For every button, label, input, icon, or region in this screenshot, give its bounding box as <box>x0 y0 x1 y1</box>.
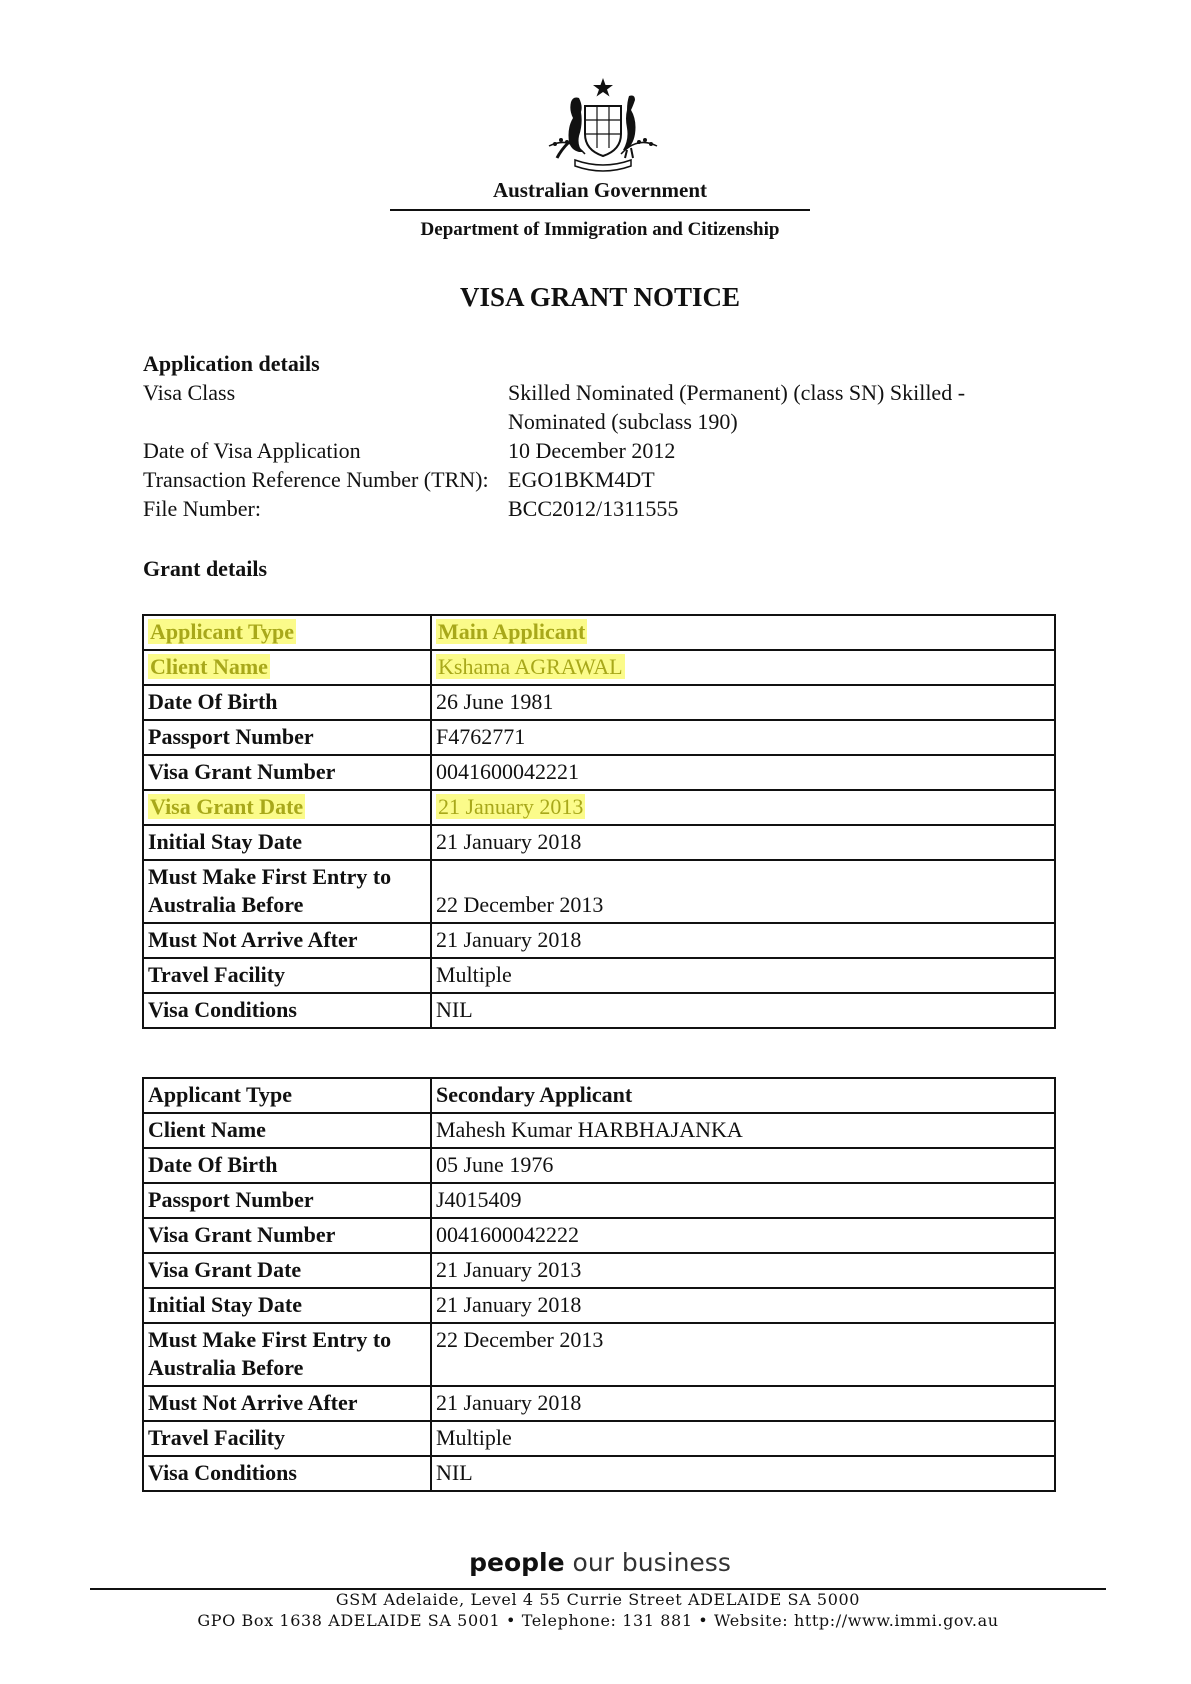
row-label: Visa Grant Date <box>150 794 304 819</box>
row-label: Visa Grant Number <box>143 755 431 790</box>
table-row <box>143 615 1055 650</box>
table-row <box>143 790 1055 825</box>
visa-class-label: Visa Class <box>143 380 236 405</box>
row-label: Date Of Birth <box>143 685 431 720</box>
row-label: Visa Grant Date <box>143 1253 431 1288</box>
tagline-rest: our business <box>572 1548 731 1577</box>
table-row <box>143 860 1055 923</box>
row-value: 21 January 2013 <box>438 794 584 819</box>
table-row <box>143 1288 1055 1323</box>
row-label: Travel Facility <box>143 1421 431 1456</box>
table-row <box>143 1218 1055 1253</box>
header-divider <box>390 209 810 211</box>
table-row <box>143 1113 1055 1148</box>
row-label: Applicant Type <box>143 1078 431 1113</box>
application-details-heading: Application details <box>143 351 320 376</box>
department-name: Department of Immigration and Citizenship <box>420 219 780 240</box>
row-value: 0041600042221 <box>431 755 1055 790</box>
row-value: 21 January 2018 <box>431 825 1055 860</box>
file-number-value: BCC2012/1311555 <box>508 496 679 521</box>
visa-class-value: Skilled Nominated (Permanent) (class SN) Skilled - Nominated (subclass 190) <box>508 380 966 434</box>
row-value: Main Applicant <box>438 619 586 644</box>
row-label: Must Not Arrive After <box>143 923 431 958</box>
application-date-value: 10 December 2012 <box>508 438 676 463</box>
table-row <box>143 1323 1055 1386</box>
row-value: 05 June 1976 <box>431 1148 1055 1183</box>
table-row <box>143 1456 1055 1491</box>
row-label: Visa Grant Number <box>143 1218 431 1253</box>
trn-value: EGO1BKM4DT <box>508 467 655 492</box>
table-row <box>143 1148 1055 1183</box>
tagline-bold: people <box>469 1548 565 1577</box>
row-value: 22 December 2013 <box>431 1323 1055 1386</box>
row-value: F4762771 <box>431 720 1055 755</box>
footer-contact: GPO Box 1638 ADELAIDE SA 5001 • Telephone: 131 881 • Website: http://www.immi.gov.au <box>197 1611 999 1630</box>
table-row <box>143 825 1055 860</box>
document-title: VISA GRANT NOTICE <box>459 282 741 312</box>
row-label: Applicant Type <box>150 619 295 644</box>
row-value: 22 December 2013 <box>431 860 1055 923</box>
coat-of-arms-icon <box>539 76 667 176</box>
trn-label: Transaction Reference Number (TRN): <box>143 467 489 492</box>
table-row <box>143 685 1055 720</box>
table-row <box>143 755 1055 790</box>
file-number-label: File Number: <box>143 496 261 521</box>
row-label: Visa Conditions <box>143 993 431 1028</box>
row-value: NIL <box>431 1456 1055 1491</box>
row-value: Multiple <box>431 1421 1055 1456</box>
table-row <box>143 958 1055 993</box>
row-value: Multiple <box>431 958 1055 993</box>
row-label: Date Of Birth <box>143 1148 431 1183</box>
row-label: Travel Facility <box>143 958 431 993</box>
row-value: Kshama AGRAWAL <box>438 654 623 679</box>
footer-address: GSM Adelaide, Level 4 55 Currie Street ADELAIDE SA 5000 <box>335 1590 861 1609</box>
row-label: Visa Conditions <box>143 1456 431 1491</box>
table-row <box>143 1253 1055 1288</box>
table-row <box>143 1421 1055 1456</box>
row-label: Initial Stay Date <box>143 1288 431 1323</box>
secondary-applicant-table <box>142 1077 1056 1492</box>
row-value: 21 January 2018 <box>431 923 1055 958</box>
main-applicant-table <box>142 614 1056 1029</box>
row-label: Must Not Arrive After <box>143 1386 431 1421</box>
application-date-label: Date of Visa Application <box>143 438 361 463</box>
row-value: 26 June 1981 <box>431 685 1055 720</box>
row-label: Client Name <box>143 1113 431 1148</box>
table-row <box>143 1078 1055 1113</box>
row-value: 21 January 2013 <box>431 1253 1055 1288</box>
table-row <box>143 720 1055 755</box>
row-value: Mahesh Kumar HARBHAJANKA <box>431 1113 1055 1148</box>
table-row <box>143 923 1055 958</box>
row-label: Must Make First Entry to Australia Before <box>143 860 431 923</box>
government-name: Australian Government <box>492 178 708 202</box>
footer-tagline <box>420 1548 780 1577</box>
grant-details-heading: Grant details <box>143 556 268 581</box>
table-row <box>143 1386 1055 1421</box>
table-row <box>143 993 1055 1028</box>
row-label: Passport Number <box>143 1183 431 1218</box>
table-row <box>143 650 1055 685</box>
row-label: Initial Stay Date <box>143 825 431 860</box>
row-label: Passport Number <box>143 720 431 755</box>
row-label: Must Make First Entry to Australia Before <box>143 1323 431 1386</box>
row-value: 0041600042222 <box>431 1218 1055 1253</box>
row-value: 21 January 2018 <box>431 1288 1055 1323</box>
table-row <box>143 1183 1055 1218</box>
row-value: NIL <box>431 993 1055 1028</box>
row-label: Client Name <box>150 654 268 679</box>
row-value: 21 January 2018 <box>431 1386 1055 1421</box>
row-value: J4015409 <box>431 1183 1055 1218</box>
row-value: Secondary Applicant <box>431 1078 1055 1113</box>
